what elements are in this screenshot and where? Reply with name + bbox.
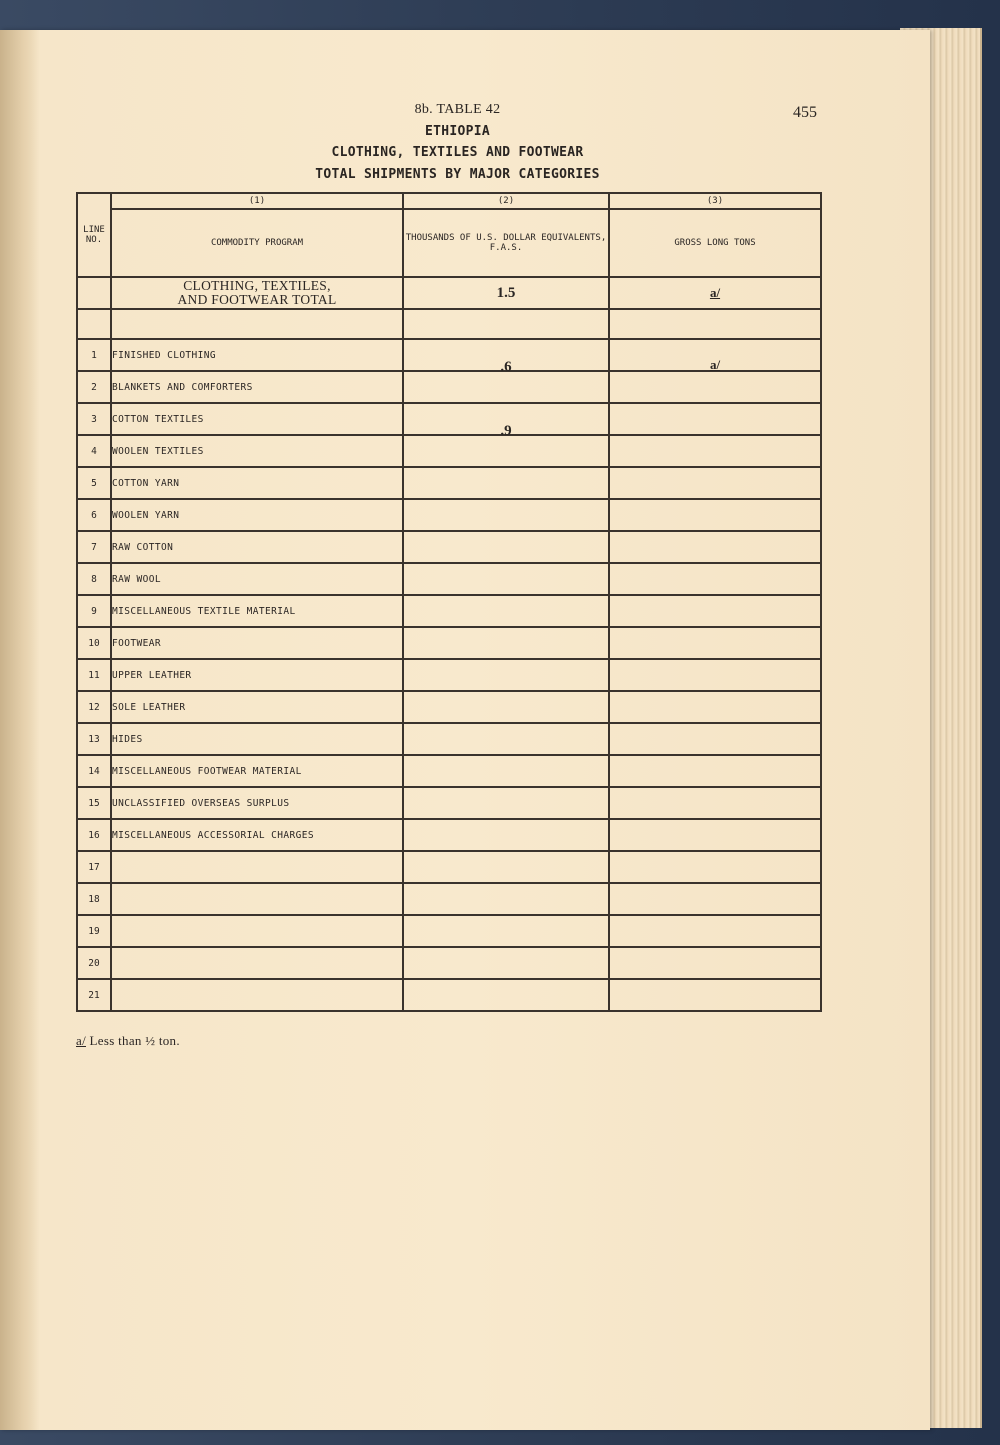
line-number: 4: [77, 435, 111, 467]
line-number: 20: [77, 947, 111, 979]
table-row: [77, 723, 821, 755]
tons-cell: [609, 819, 821, 851]
tons-cell: [609, 691, 821, 723]
commodity-name: [111, 979, 403, 1011]
finished-clothing-tons-value: a/: [709, 357, 721, 372]
table-row: [77, 947, 821, 979]
table-row: [77, 531, 821, 563]
usd-cell: [403, 371, 609, 403]
footnote-mark: a/: [76, 1033, 86, 1048]
commodity-name: [111, 851, 403, 883]
line-number: 13: [77, 723, 111, 755]
column-number-2: (2): [403, 193, 609, 209]
table-row: [77, 499, 821, 531]
table-row: [77, 467, 821, 499]
line-number: 21: [77, 979, 111, 1011]
column-header-row: [77, 209, 821, 277]
total-label-line2: AND FOOTWEAR TOTAL: [177, 292, 337, 307]
table-row: [77, 883, 821, 915]
column-number-3: (3): [609, 193, 821, 209]
tons-header: GROSS LONG TONS: [609, 209, 821, 277]
tons-cell: [609, 851, 821, 883]
commodity-header: COMMODITY PROGRAM: [111, 209, 403, 277]
table-label: 8b. TABLE 42: [414, 102, 501, 117]
commodity-name: WOOLEN TEXTILES: [111, 435, 403, 467]
usd-cell: [403, 947, 609, 979]
line-number: 15: [77, 787, 111, 819]
table-row: [77, 915, 821, 947]
commodity-name: MISCELLANEOUS ACCESSORIAL CHARGES: [111, 819, 403, 851]
spacer-row: [77, 309, 821, 339]
commodity-name: SOLE LEATHER: [111, 691, 403, 723]
tons-cell: [609, 339, 821, 371]
line-number: 1: [77, 339, 111, 371]
table-row: [77, 755, 821, 787]
line-number: 9: [77, 595, 111, 627]
commodity-name: UPPER LEATHER: [111, 659, 403, 691]
shipments-table: [76, 192, 822, 1012]
usd-header: THOUSANDS OF U.S. DOLLAR EQUIVALENTS, F.A.S.: [403, 209, 609, 277]
table-row: [77, 851, 821, 883]
tons-cell: [609, 979, 821, 1011]
table-row: [77, 659, 821, 691]
line-number: 14: [77, 755, 111, 787]
table-row: [77, 403, 821, 435]
tons-cell: [609, 787, 821, 819]
table-row: [77, 339, 821, 371]
commodity-name: [111, 915, 403, 947]
tons-cell: [609, 435, 821, 467]
usd-cell: [403, 915, 609, 947]
finished-clothing-usd-value: .6: [500, 358, 512, 375]
usd-cell: [403, 755, 609, 787]
usd-cell: [403, 563, 609, 595]
table-row: [77, 691, 821, 723]
usd-cell: [403, 883, 609, 915]
line-number: 11: [77, 659, 111, 691]
category-title: CLOTHING, TEXTILES AND FOOTWEAR: [331, 145, 584, 160]
usd-cell: [403, 627, 609, 659]
commodity-name: COTTON YARN: [111, 467, 403, 499]
commodity-name: WOOLEN YARN: [111, 499, 403, 531]
total-usd-value: 1.5: [496, 284, 516, 301]
page-number: 455: [793, 104, 817, 121]
table-row: [77, 627, 821, 659]
table-row: [77, 371, 821, 403]
commodity-name: MISCELLANEOUS TEXTILE MATERIAL: [111, 595, 403, 627]
table-row: [77, 819, 821, 851]
page-gutter: [0, 30, 40, 1430]
line-number: 17: [77, 851, 111, 883]
tons-cell: [609, 947, 821, 979]
usd-cell: [403, 723, 609, 755]
total-tons-value: a/: [709, 285, 721, 300]
line-number: 12: [77, 691, 111, 723]
table-row: [77, 435, 821, 467]
footnote: [76, 1033, 180, 1049]
usd-cell: [403, 595, 609, 627]
column-number-1: (1): [111, 193, 403, 209]
commodity-name: FINISHED CLOTHING: [111, 339, 403, 371]
line-number: 8: [77, 563, 111, 595]
table-subtitle: TOTAL SHIPMENTS BY MAJOR CATEGORIES: [315, 167, 600, 182]
usd-cell: [403, 435, 609, 467]
commodity-name: RAW WOOL: [111, 563, 403, 595]
usd-cell: [403, 499, 609, 531]
table-row: [77, 595, 821, 627]
table-row: [77, 563, 821, 595]
tons-cell: [609, 595, 821, 627]
tons-cell: [609, 723, 821, 755]
commodity-name: MISCELLANEOUS FOOTWEAR MATERIAL: [111, 755, 403, 787]
line-number: 3: [77, 403, 111, 435]
usd-cell: [403, 467, 609, 499]
commodity-name: HIDES: [111, 723, 403, 755]
table-row: [77, 979, 821, 1011]
commodity-name: BLANKETS AND COMFORTERS: [111, 371, 403, 403]
tons-cell: [609, 563, 821, 595]
tons-cell: [609, 915, 821, 947]
tons-cell: [609, 659, 821, 691]
line-number: 5: [77, 467, 111, 499]
usd-cell: [403, 403, 609, 439]
tons-cell: [609, 883, 821, 915]
line-number: 7: [77, 531, 111, 563]
tons-cell: [609, 403, 821, 435]
line-number: 6: [77, 499, 111, 531]
commodity-name: RAW COTTON: [111, 531, 403, 563]
usd-cell: [403, 531, 609, 563]
tons-cell: [609, 755, 821, 787]
commodity-name: [111, 883, 403, 915]
cotton-textiles-usd-value: .9: [500, 422, 512, 439]
usd-cell: [403, 339, 609, 375]
total-label: [111, 277, 403, 309]
column-number-row: [77, 193, 821, 209]
footnote-text: Less than ½ ton.: [85, 1033, 180, 1048]
line-number: 19: [77, 915, 111, 947]
table-row: [77, 787, 821, 819]
line-number: 18: [77, 883, 111, 915]
usd-cell: [403, 851, 609, 883]
usd-cell: [403, 979, 609, 1011]
total-label-line1: CLOTHING, TEXTILES,: [183, 278, 331, 293]
usd-cell: [403, 787, 609, 819]
total-row: [77, 277, 821, 309]
commodity-name: UNCLASSIFIED OVERSEAS SURPLUS: [111, 787, 403, 819]
tons-cell: [609, 499, 821, 531]
usd-cell: [403, 819, 609, 851]
commodity-name: COTTON TEXTILES: [111, 403, 403, 435]
tons-cell: [609, 531, 821, 563]
line-number: 10: [77, 627, 111, 659]
tons-cell: [609, 627, 821, 659]
line-number: 2: [77, 371, 111, 403]
usd-cell: [403, 659, 609, 691]
country-title: ETHIOPIA: [424, 124, 490, 139]
line-number: 16: [77, 819, 111, 851]
commodity-name: [111, 947, 403, 979]
line-no-header: LINE NO.: [77, 193, 111, 277]
tons-cell: [609, 467, 821, 499]
tons-cell: [609, 371, 821, 403]
usd-cell: [403, 691, 609, 723]
commodity-name: FOOTWEAR: [111, 627, 403, 659]
